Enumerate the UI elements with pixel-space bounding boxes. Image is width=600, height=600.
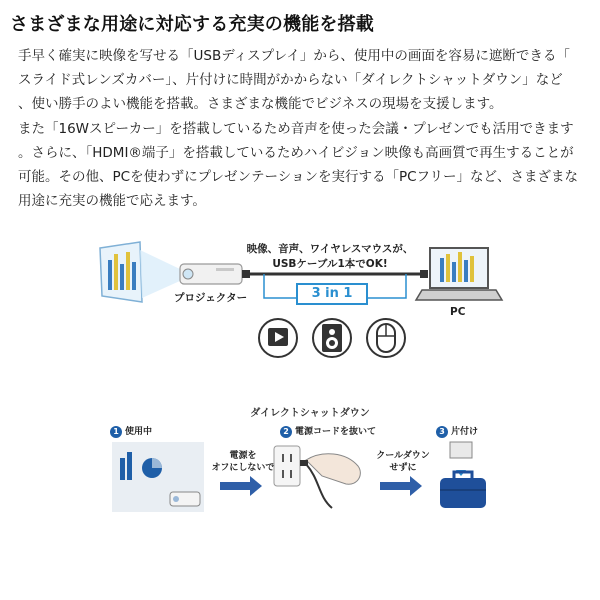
three-in-one-badge: 3 in 1 <box>296 283 368 305</box>
note-line: オフにしないで <box>211 463 275 473</box>
description-line: 。さらに、「HDMI®端子」を搭載しているためハイビジョン映像も高画質で再生することが <box>18 144 574 161</box>
step-label: 片付け <box>451 427 479 437</box>
usb-caption-line: USBケーブル1本でOK! <box>272 258 388 270</box>
usb-caption <box>244 242 416 272</box>
arrow-icon <box>220 476 262 496</box>
step-number: 3 <box>436 426 448 438</box>
description-line: 可能。その他、PCを使わずにプレゼンテーションを実行する「PCフリー」など、さまざまな <box>18 169 579 186</box>
video-icon <box>259 319 297 357</box>
speaker-icon <box>313 319 351 357</box>
usb-caption-line: 映像、音声、ワイヤレスマウスが、 <box>246 243 414 255</box>
page-title: さまざまな用途に対応する充実の機能を搭載 <box>10 14 374 35</box>
description-line: スライド式レンズカバー」、片付けに時間がかからない「ダイレクトシャットダウン」など <box>18 72 563 89</box>
projector-label: プロジェクター <box>174 292 248 304</box>
step-number: 2 <box>280 426 292 438</box>
description-text <box>18 44 588 213</box>
projected-screen-icon <box>100 242 142 302</box>
shutdown-title: ダイレクトシャットダウン <box>250 408 370 419</box>
presentation-scene-icon <box>112 442 204 512</box>
direct-shutdown-diagram <box>110 400 510 530</box>
step-label: 電源コードを抜いて <box>295 427 377 437</box>
note-line: 電源を <box>229 451 257 461</box>
carry-case-icon <box>440 442 486 508</box>
description-line: 、使い勝手のよい機能を搭載。さまざまな機能でビジネスの現場を支援します。 <box>18 96 503 113</box>
mouse-icon <box>367 319 405 357</box>
shutdown-graphics <box>110 400 510 530</box>
usb-display-diagram <box>96 240 516 368</box>
unplug-scene-icon <box>274 446 360 508</box>
note-line: クールダウン <box>376 451 430 461</box>
description-line: 手早く確実に映像を写せる「USBディスプレイ」から、使用中の画面を容易に遮断できる「 <box>18 48 570 64</box>
pc-label: PC <box>450 306 466 318</box>
description-line: また「16Wスピーカー」を搭載しているため音声を使った会議・プレゼンでも活用できます <box>18 120 574 137</box>
projector-icon <box>180 264 242 284</box>
note-line: せずに <box>389 463 417 473</box>
step-label: 使用中 <box>125 427 153 437</box>
arrow-icon <box>380 476 422 496</box>
step-number: 1 <box>110 426 122 438</box>
description-line: 用途に充実の機能で応えます。 <box>18 193 206 210</box>
laptop-icon <box>416 248 502 300</box>
